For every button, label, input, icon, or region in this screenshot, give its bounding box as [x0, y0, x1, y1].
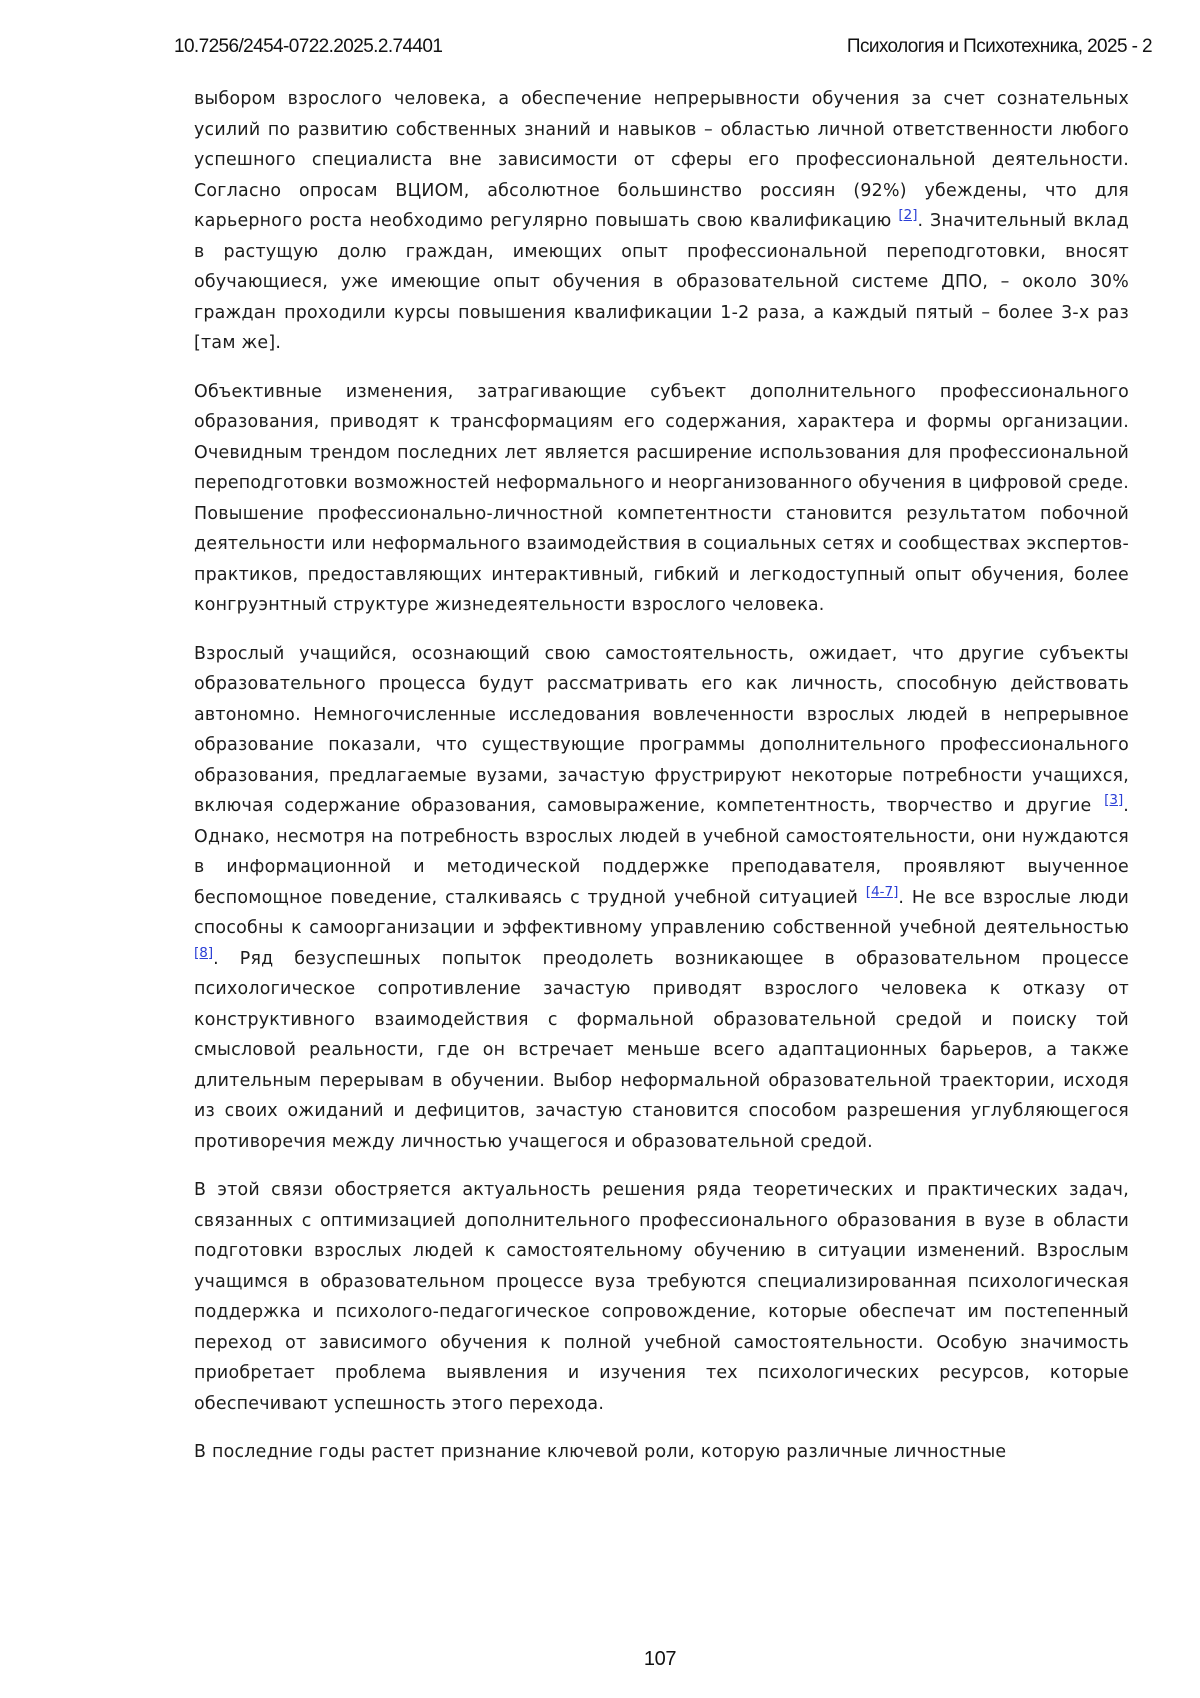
paragraph-5 — [194, 1437, 1129, 1468]
page-number: 107 — [0, 1648, 1200, 1671]
paragraph-text: . Не все взрослые люди способны к самоорганизации и эффективному управлению собственной учебной деятельностью — [194, 888, 1129, 939]
citation-link[interactable]: [8] — [194, 945, 213, 961]
article-body — [194, 84, 1129, 1486]
paragraph-3 — [194, 639, 1129, 1158]
journal-title: Психология и Психотехника, 2025 - 2 — [847, 36, 1152, 58]
paragraph-2 — [194, 377, 1129, 621]
paragraph-1 — [194, 84, 1129, 359]
paragraph-4 — [194, 1175, 1129, 1419]
citation-link[interactable]: [3] — [1104, 792, 1123, 808]
paragraph-text: В этой связи обостряется актуальность решения ряда теоретических и практических задач, связанных с оптимизацией дополнительного профессионального образования в вузе в области подготовки взрослых людей к самостоятельному обучению в ситуации изменений. Взрослым учащимся в образовательном процессе вуза требуются специализированная психологическая поддержка и психолого-педагогическое сопровождение, которые обеспечат им постепенный переход от зависимого обучения к полной учебной самостоятельности. Особую значимость приобретает проблема выявления и изучения тех психологических ресурсов, которые обеспечивают успешность этого перехода. — [194, 1180, 1129, 1414]
page-header — [174, 36, 1152, 62]
paragraph-text: . Ряд безуспешных попыток преодолеть возникающее в образовательном процессе психологическое сопротивление зачастую приводят взрослого человека к отказу от конструктивного взаимодействия с формальной образовательной средой и поиску той смысловой реальности, где он встречает меньше всего адаптационных барьеров, а также длительным перерывам в обучении. Выбор неформальной образовательной траектории, исходя из своих ожиданий и дефицитов, зачастую становится способом разрешения углубляющегося противоречия между личностью учащегося и образовательной средой. — [194, 949, 1129, 1152]
paragraph-text: В последние годы растет признание ключевой роли, которую различные личностные — [194, 1442, 1006, 1462]
citation-link[interactable]: [4-7] — [866, 884, 899, 900]
citation-link[interactable]: [2] — [898, 207, 917, 223]
paragraph-text: выбором взрослого человека, а обеспечение непрерывности обучения за счет сознательных усилий по развитию собственных знаний и навыков – областью личной ответственности любого успешного специалиста вне зависимости от сферы его профессиональной деятельности. Согласно опросам ВЦИОМ, абсолютное большинство россиян (92%) убеждены, что для карьерного роста необходимо регулярно повышать свою квалификацию — [194, 89, 1129, 231]
paragraph-text: Объективные изменения, затрагивающие субъект дополнительного профессионального образования, приводят к трансформациям его содержания, характера и формы организации. Очевидным трендом последних лет является расширение использования для профессиональной переподготовки возможностей неформального и неорганизованного обучения в цифровой среде. Повышение профессионально-личностной компетентности становится результатом побочной деятельности или неформального взаимодействия в социальных сетях и сообществах экспертов-практиков, предоставляющих интерактивный, гибкий и легкодоступный опыт обучения, более конгруэнтный структуре жизнедеятельности взрослого человека. — [194, 382, 1129, 616]
paragraph-text: Взрослый учащийся, осознающий свою самостоятельность, ожидает, что другие субъекты образовательного процесса будут рассматривать его как личность, способную действовать автономно. Немногочисленные исследования вовлеченности взрослых людей в непрерывное образование показали, что существующие программы дополнительного профессионального образования, предлагаемые вузами, зачастую фрустрируют некоторые потребности учащихся, включая содержание образования, самовыражение, компетентность, творчество и другие — [194, 644, 1129, 817]
paragraph-text: . Значительный вклад в растущую долю граждан, имеющих опыт профессиональной переподготовки, вносят обучающиеся, уже имеющие опыт обучения в образовательной системе ДПО, – около 30% граждан проходили курсы повышения квалификации 1-2 раза, а каждый пятый – более 3-х раз [там же]. — [194, 211, 1129, 353]
paragraph-text: . Однако, несмотря на потребность взрослых людей в учебной самостоятельности, они нуждаются в информационной и методической поддержке преподавателя, проявляют выученное беспомощное поведение, сталкиваясь с трудной учебной ситуацией — [194, 796, 1129, 908]
article-doi: 10.7256/2454-0722.2025.2.74401 — [174, 36, 442, 58]
